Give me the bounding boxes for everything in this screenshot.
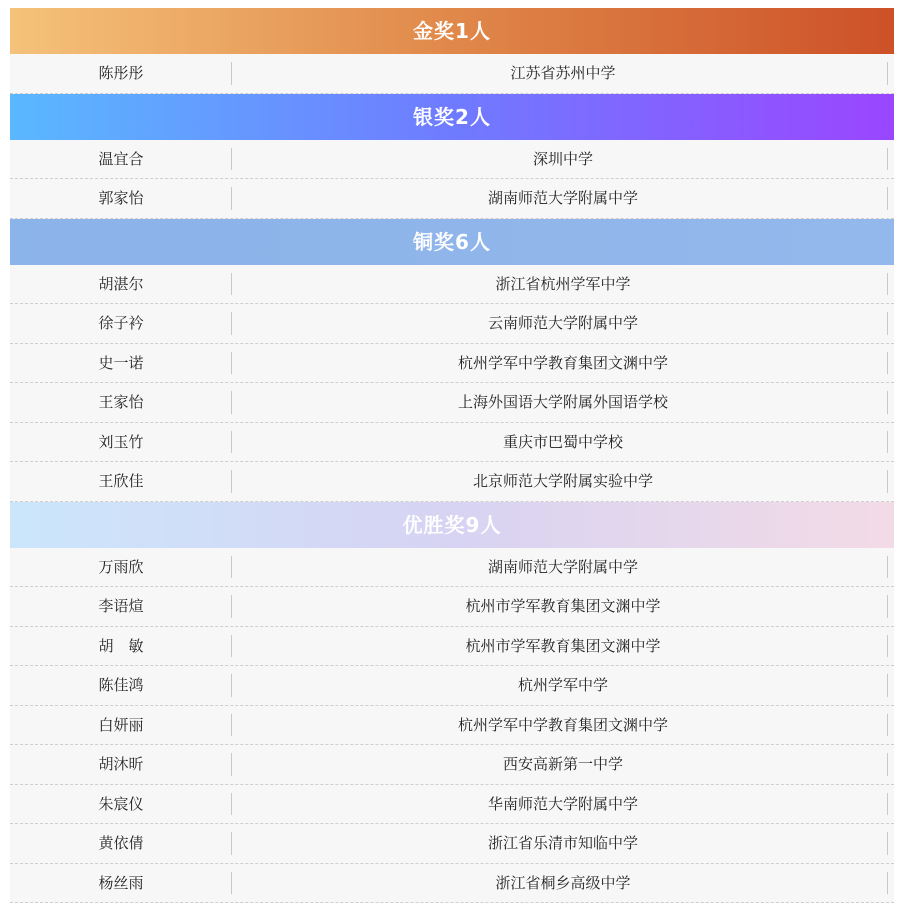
winner-name: 王欣佳 [10, 462, 232, 501]
winner-name: 胡 敏 [10, 627, 232, 666]
winner-school: 湖南师范大学附属中学 [232, 548, 894, 587]
winner-name: 陈彤彤 [10, 54, 232, 93]
winner-school: 浙江省杭州学军中学 [232, 265, 894, 304]
winner-name: 万雨欣 [10, 548, 232, 587]
table-row [10, 462, 894, 502]
winner-name: 王家怡 [10, 383, 232, 422]
winner-school: 杭州学军中学教育集团文渊中学 [232, 706, 894, 745]
table-row [10, 745, 894, 785]
winner-school: 西安高新第一中学 [232, 745, 894, 784]
awards-table [10, 8, 894, 903]
table-row [10, 304, 894, 344]
winner-school: 杭州市学军教育集团文渊中学 [232, 627, 894, 666]
section-header-bronze: 铜奖6人 [10, 219, 894, 265]
winner-school: 云南师范大学附属中学 [232, 304, 894, 343]
section-header-silver: 银奖2人 [10, 94, 894, 140]
winner-school: 杭州学军中学教育集团文渊中学 [232, 344, 894, 383]
table-row [10, 140, 894, 180]
winner-name: 陈佳鸿 [10, 666, 232, 705]
section-bronze [10, 219, 894, 502]
winner-school: 深圳中学 [232, 140, 894, 179]
table-row [10, 265, 894, 305]
winner-school: 杭州市学军教育集团文渊中学 [232, 587, 894, 626]
winner-name: 李语煊 [10, 587, 232, 626]
table-row [10, 587, 894, 627]
winner-name: 白妍丽 [10, 706, 232, 745]
table-row [10, 179, 894, 219]
winner-school: 浙江省乐清市知临中学 [232, 824, 894, 863]
table-row [10, 548, 894, 588]
table-row [10, 864, 894, 904]
table-row [10, 666, 894, 706]
section-header-merit: 优胜奖9人 [10, 502, 894, 548]
winner-name: 徐子衿 [10, 304, 232, 343]
winner-name: 史一诺 [10, 344, 232, 383]
winner-school: 杭州学军中学 [232, 666, 894, 705]
winner-school: 浙江省桐乡高级中学 [232, 864, 894, 903]
winner-school: 重庆市巴蜀中学校 [232, 423, 894, 462]
table-row [10, 785, 894, 825]
table-row [10, 54, 894, 94]
winner-school: 湖南师范大学附属中学 [232, 179, 894, 218]
table-row [10, 423, 894, 463]
table-row [10, 706, 894, 746]
winner-name: 杨丝雨 [10, 864, 232, 903]
winner-school: 江苏省苏州中学 [232, 54, 894, 93]
section-silver [10, 94, 894, 219]
winner-school: 北京师范大学附属实验中学 [232, 462, 894, 501]
section-header-gold: 金奖1人 [10, 8, 894, 54]
winner-name: 郭家怡 [10, 179, 232, 218]
winner-name: 朱宸仪 [10, 785, 232, 824]
winner-name: 胡沐昕 [10, 745, 232, 784]
table-row [10, 627, 894, 667]
section-merit [10, 502, 894, 904]
winner-school: 华南师范大学附属中学 [232, 785, 894, 824]
winner-school: 上海外国语大学附属外国语学校 [232, 383, 894, 422]
section-gold [10, 8, 894, 94]
table-row [10, 383, 894, 423]
table-row [10, 824, 894, 864]
table-row [10, 344, 894, 384]
winner-name: 温宜合 [10, 140, 232, 179]
winner-name: 刘玉竹 [10, 423, 232, 462]
winner-name: 黄依倩 [10, 824, 232, 863]
winner-name: 胡湛尔 [10, 265, 232, 304]
